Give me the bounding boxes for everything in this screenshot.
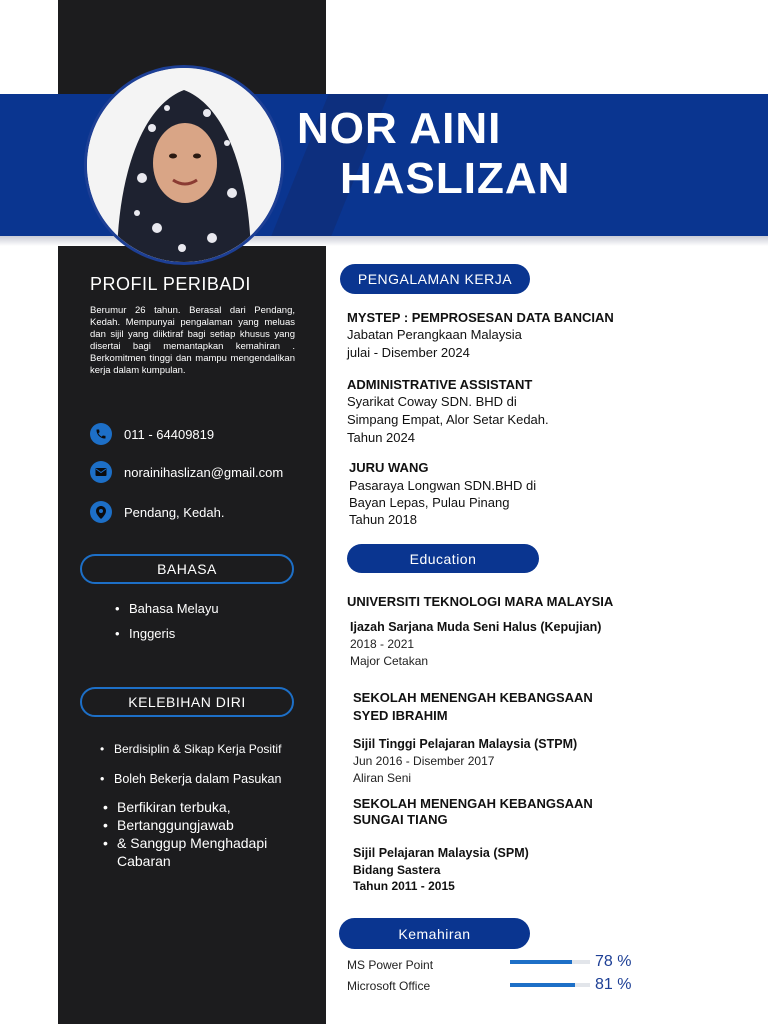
edu-line: Jun 2016 - Disember 2017	[353, 754, 495, 768]
job-line: Tahun 2024	[347, 430, 415, 445]
skill-name: MS Power Point	[347, 958, 434, 972]
kelebihan-item-continued: Cabaran	[117, 853, 171, 869]
qualification: Sijil Pelajaran Malaysia (SPM)	[353, 846, 529, 860]
bahasa-heading: BAHASA	[80, 554, 294, 584]
job-line: Simpang Empat, Alor Setar Kedah.	[347, 412, 549, 427]
person-avatar-icon	[87, 68, 281, 262]
skills-heading: Kemahiran	[339, 918, 530, 949]
bahasa-item: • Bahasa Melayu	[129, 601, 219, 616]
kelebihan-item: • Bertanggungjawab	[117, 817, 234, 833]
job-title: JURU WANG	[349, 460, 429, 475]
skill-bar	[510, 983, 590, 987]
kelebihan-heading: KELEBIHAN DIRI	[80, 687, 294, 717]
job-line: julai - Disember 2024	[347, 345, 470, 360]
name-line-1: NOR AINI	[297, 104, 502, 153]
kelebihan-item: • Berdisiplin & Sikap Kerja Positif	[114, 742, 281, 756]
skill-bar-fill	[510, 960, 572, 964]
experience-heading: PENGALAMAN KERJA	[340, 264, 530, 294]
skill-bar-fill	[510, 983, 575, 987]
kelebihan-item: • Boleh Bekerja dalam Pasukan	[114, 772, 281, 786]
edu-line: Tahun 2011 - 2015	[353, 879, 455, 893]
job-line: Pasaraya Longwan SDN.BHD di	[349, 478, 537, 493]
job-title: ADMINISTRATIVE ASSISTANT	[347, 377, 533, 392]
kelebihan-item: • Berfikiran terbuka,	[117, 799, 231, 815]
school-name-line-2: SYED IBRAHIM	[353, 708, 448, 723]
job-line: Tahun 2018	[349, 512, 417, 527]
edu-line: Bidang Sastera	[353, 863, 441, 877]
email-icon	[90, 461, 112, 483]
kelebihan-item: • & Sanggup Menghadapi	[117, 835, 267, 851]
location-text: Pendang, Kedah.	[124, 505, 225, 520]
edu-line: Aliran Seni	[353, 771, 412, 785]
school-name: SEKOLAH MENENGAH KEBANGSAAN	[353, 796, 593, 811]
job-title: MYSTEP : PEMPROSESAN DATA BANCIAN	[347, 310, 614, 325]
edu-line: Major Cetakan	[350, 654, 429, 668]
skill-bar	[510, 960, 590, 964]
edu-line: 2018 - 2021	[350, 637, 415, 651]
skill-name: Microsoft Office	[347, 979, 431, 993]
school-name: UNIVERSITI TEKNOLOGI MARA MALAYSIA	[347, 594, 614, 609]
profile-text: Berumur 26 tahun. Berasal dari Pendang, Kedah. Mempunyai pengalaman yang meluas dan sijil yang diiktiraf bagi setiap khusus yang disertai bagi memantapkan kemahiran . Berkomitmen tinggi dan mampu mengendalikan kerja dalam kumpulan.	[90, 305, 295, 376]
school-name: SEKOLAH MENENGAH KEBANGSAAN	[353, 690, 593, 705]
email-address[interactable]: norainihaslizan@gmail.com	[124, 465, 284, 480]
phone-number[interactable]: 011 - 64409819	[124, 427, 215, 442]
profile-photo	[84, 65, 284, 265]
qualification: Ijazah Sarjana Muda Seni Halus (Kepujian)	[350, 620, 602, 634]
phone-icon	[90, 423, 112, 445]
name-line-2: HASLIZAN	[340, 154, 571, 203]
bahasa-item: • Inggeris	[129, 626, 175, 641]
skill-percent: 81 %	[595, 976, 632, 993]
skill-percent: 78 %	[595, 953, 632, 970]
education-heading: Education	[347, 544, 539, 573]
qualification: Sijil Tinggi Pelajaran Malaysia (STPM)	[353, 737, 578, 751]
job-line: Jabatan Perangkaan Malaysia	[347, 327, 522, 342]
school-name-line-2: SUNGAI TIANG	[353, 812, 448, 827]
location-pin-icon	[90, 501, 112, 523]
profile-heading: PROFIL PERIBADI	[90, 274, 251, 294]
job-line: Bayan Lepas, Pulau Pinang	[349, 495, 510, 510]
job-line: Syarikat Coway SDN. BHD di	[347, 394, 517, 409]
